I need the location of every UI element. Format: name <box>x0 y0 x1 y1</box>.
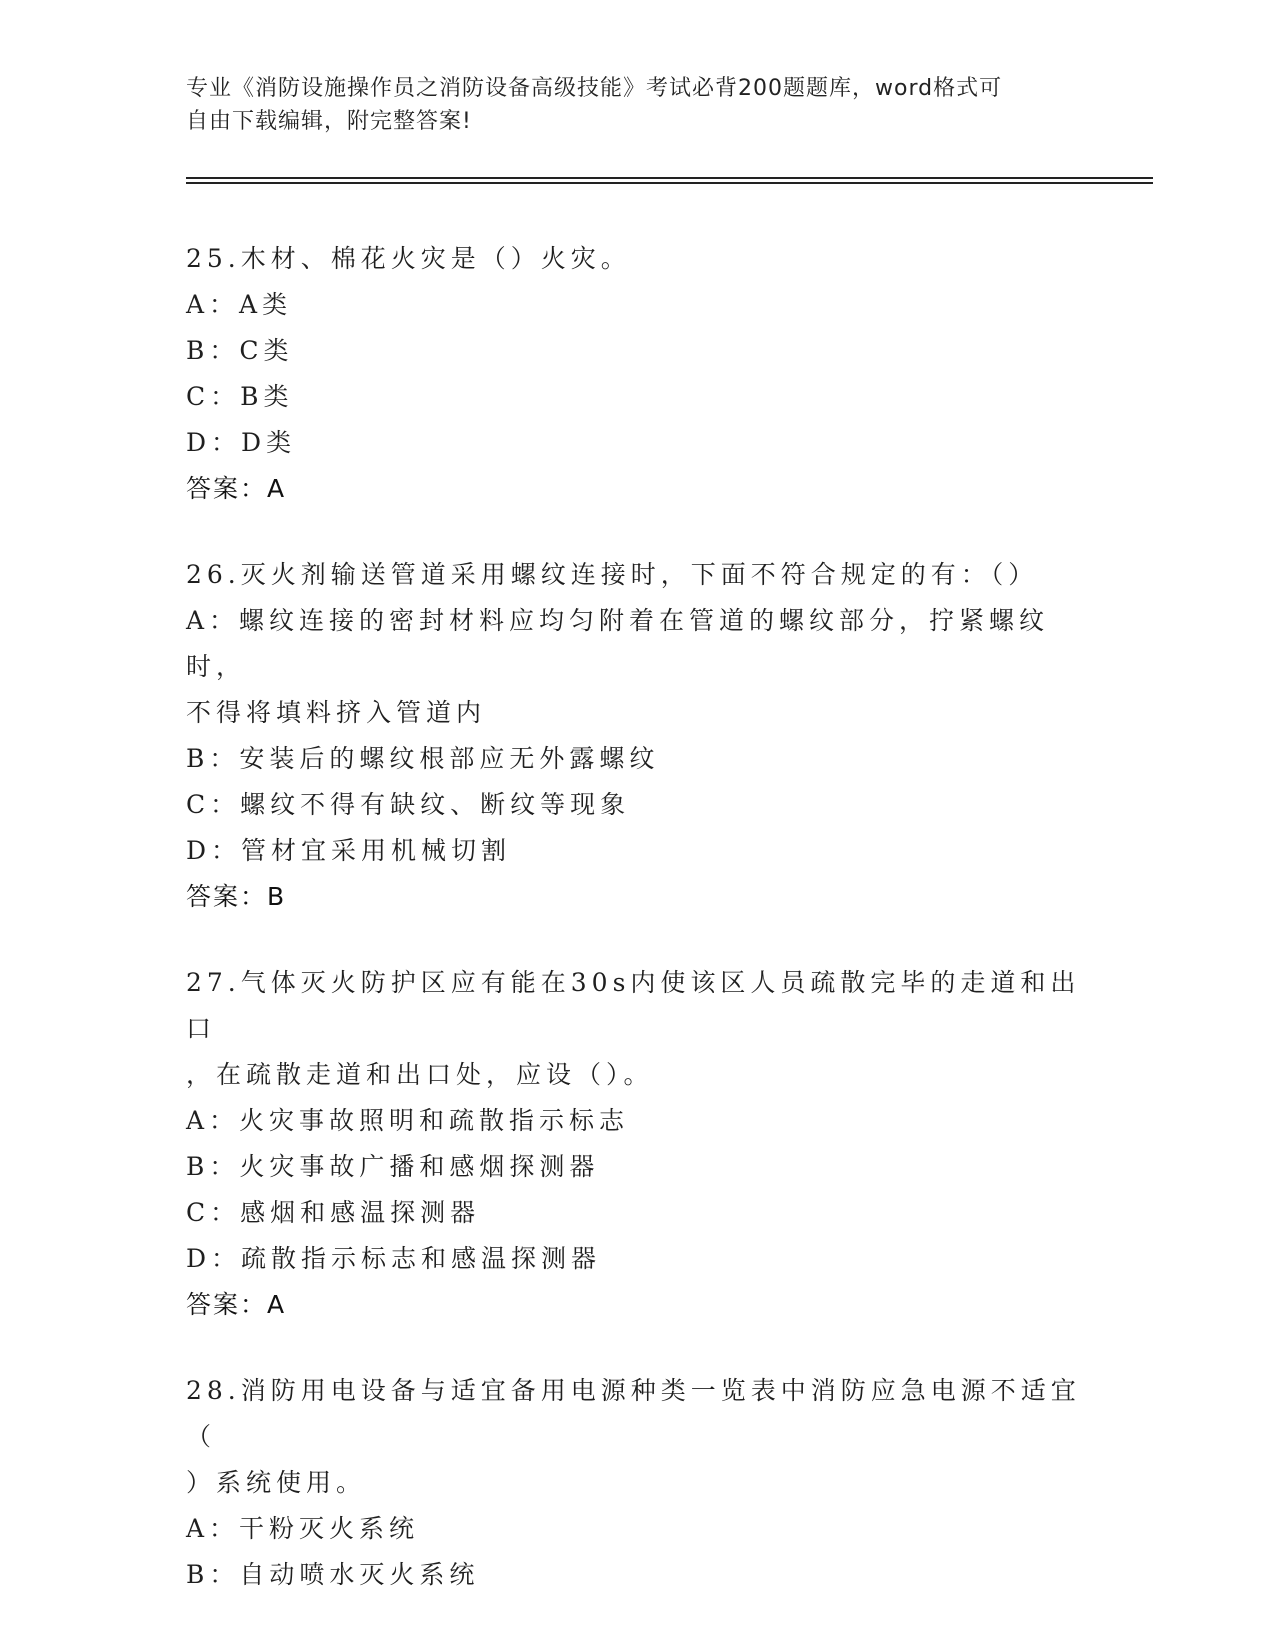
document-header <box>186 72 1066 138</box>
option-a: A：螺纹连接的密封材料应均匀附着在管道的螺纹部分，拧紧螺纹时， <box>186 606 1050 681</box>
question-26 <box>186 552 1086 920</box>
header-line-1: 专业《消防设施操作员之消防设备高级技能》考试必背200题题库，word格式可 <box>186 76 1003 101</box>
header-divider-top <box>186 177 1153 179</box>
question-stem: 28.消防用电设备与适宜备用电源种类一览表中消防应急电源不适宜（ <box>186 1376 1081 1451</box>
option-b: B：火灾事故广播和感烟探测器 <box>186 1152 600 1181</box>
question-27 <box>186 960 1086 1328</box>
option-a: A：火灾事故照明和疏散指示标志 <box>186 1106 630 1135</box>
question-stem: 27.气体灭火防护区应有能在30s内使该区人员疏散完毕的走道和出口 <box>186 968 1081 1043</box>
option-d: D：管材宜采用机械切割 <box>186 836 512 865</box>
answer: 答案：A <box>186 1290 287 1319</box>
option-a: A：干粉灭火系统 <box>186 1514 420 1543</box>
question-25 <box>186 236 1086 512</box>
answer: 答案：A <box>186 474 287 503</box>
option-d: D：疏散指示标志和感温探测器 <box>186 1244 602 1273</box>
option-d: D：D类 <box>186 428 297 457</box>
answer: 答案：B <box>186 882 287 911</box>
header-line-2: 自由下载编辑，附完整答案! <box>186 109 472 134</box>
question-stem-continued: ，在疏散走道和出口处，应设（）。 <box>186 1060 654 1089</box>
question-stem: 26.灭火剂输送管道采用螺纹连接时，下面不符合规定的有：（） <box>186 560 1039 589</box>
option-c: C：感烟和感温探测器 <box>186 1198 481 1227</box>
option-b: B：安装后的螺纹根部应无外露螺纹 <box>186 744 660 773</box>
question-list <box>186 236 1086 1638</box>
question-stem-continued: ）系统使用。 <box>186 1468 367 1497</box>
option-a-continued: 不得将填料挤入管道内 <box>186 698 487 727</box>
question-28 <box>186 1368 1086 1598</box>
option-b: B：C类 <box>186 336 294 365</box>
option-a: A：A类 <box>186 290 293 319</box>
option-c: C：螺纹不得有缺纹、断纹等现象 <box>186 790 631 819</box>
option-b: B：自动喷水灭火系统 <box>186 1560 480 1589</box>
question-stem: 25.木材、棉花火灾是（）火灾。 <box>186 244 631 273</box>
option-c: C：B类 <box>186 382 294 411</box>
header-divider-bottom <box>186 182 1153 184</box>
